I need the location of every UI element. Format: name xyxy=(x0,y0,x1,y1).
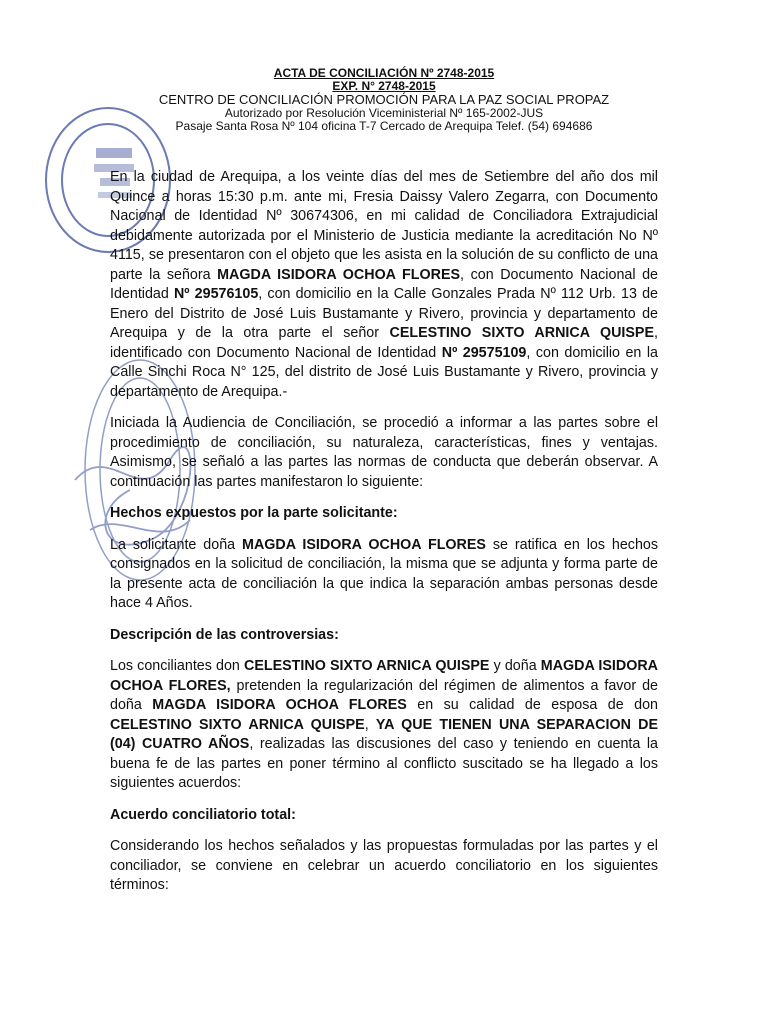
text-segment: , con Documento Nacional de Identidad xyxy=(110,266,658,302)
authorization-line: Autorizado por Resolución Viceministerial Nº 165-2002-JUS xyxy=(224,106,544,120)
bold-text-segment: Nº 29576105 xyxy=(173,286,259,302)
text-segment: y doña xyxy=(489,658,541,674)
text-segment: se ratifica en los hechos consignados en la solicitud de conciliación, la misma que se adjunta y forma parte de la presente acta de conciliación la que indica la separación ambas personas desde hace 4 Años. xyxy=(110,536,658,611)
paragraph-opening xyxy=(110,168,658,402)
text-segment: En la ciudad de Arequipa, a los veinte días del mes de Setiembre del año dos mil Quince a horas 15:30 p.m. ante mi, Fresia Daissy Valero Zegarra, con Documento Nacional de Identidad Nº 30674306, en mi calidad de Conciliadora Extrajudicial debidamente autorizada por el Ministerio de Justicia mediante la acreditación No Nº 4115, se presentaron con el objeto que les asista en la solución de su conflicto de una parte la señora xyxy=(110,169,658,283)
bold-text-segment: YA QUE TIENEN UNA SEPARACION DE (04) CUATRO AÑOS xyxy=(110,716,658,752)
text-segment: , con domicilio en la Calle Gonzales Prada Nº 112 Urb. 13 de Enero del Distrito de José Luis Bustamante y Rivero, provincia y departamento de Arequipa y de la otra parte el señor xyxy=(110,286,658,341)
case-number: EXP. N° 2748-2015 xyxy=(332,79,436,93)
text-segment: pretenden la regularización del régimen de alimentos a favor de doña xyxy=(110,677,658,713)
document-title: ACTA DE CONCILIACIÓN Nº 2748-2015 xyxy=(273,66,495,80)
bold-text-segment: CELESTINO SIXTO ARNICA QUISPE xyxy=(110,716,365,733)
paragraph-agreement xyxy=(110,837,658,896)
text-segment: , realizadas las discusiones del caso y teniendo en cuenta la buena fe de las partes en poner término al conflicto suscitado se ha llegado a los siguientes acuerdos: xyxy=(110,736,658,791)
document-header xyxy=(110,67,658,133)
bold-text-segment: CELESTINO SIXTO ARNICA QUISPE xyxy=(244,658,490,674)
text-segment: Los conciliantes don xyxy=(110,658,245,674)
text-segment: Considerando los hechos señalados y las propuestas formuladas por las partes y el conciliador, se conviene en celebrar un acuerdo conciliatorio en los siguientes términos: xyxy=(110,838,658,893)
text-segment: , xyxy=(364,716,376,733)
text-segment: , con domicilio en la Calle Sinchi Roca N° 125, del distrito de José Luis Bustamante y Rivero, provincia y departamento de Arequipa.- xyxy=(110,344,658,400)
text-segment: , identificado con Documento Nacional de Identidad xyxy=(110,325,658,361)
heading-controversies: Descripción de las controversias: xyxy=(110,626,339,643)
bold-text-segment: MAGDA ISIDORA OCHOA FLORES xyxy=(242,536,486,553)
bold-text-segment: MAGDA ISIDORA OCHOA FLORES, xyxy=(110,658,658,694)
paragraph-audience xyxy=(110,414,658,492)
paragraph-controversies xyxy=(110,657,658,794)
text-segment: Iniciada la Audiencia de Conciliación, se procedió a informar a las partes sobre el procedimiento de conciliación, su naturaleza, características, fines y ventajas. Asimismo, se señaló a las partes las normas de conducta que deberán observar. A continuación las partes manifestaron lo siguiente: xyxy=(110,415,658,490)
heading-agreement: Acuerdo conciliatorio total: xyxy=(110,806,296,823)
bold-text-segment: MAGDA ISIDORA OCHOA FLORES xyxy=(217,266,461,283)
text-segment: en su calidad de esposa de don xyxy=(406,697,659,713)
document-body xyxy=(110,168,658,908)
bold-text-segment: MAGDA ISIDORA OCHOA FLORES xyxy=(152,697,407,713)
paragraph-facts xyxy=(110,536,658,614)
text-segment: La solicitante doña xyxy=(110,536,243,553)
bold-text-segment: Nº 29575109 xyxy=(441,344,527,361)
bold-text-segment: CELESTINO SIXTO ARNICA QUISPE xyxy=(389,325,655,341)
center-name: CENTRO DE CONCILIACIÓN PROMOCIÓN PARA LA PAZ SOCIAL PROPAZ xyxy=(158,92,610,107)
heading-facts: Hechos expuestos por la parte solicitante: xyxy=(110,505,398,521)
address-line: Pasaje Santa Rosa Nº 104 oficina T-7 Cercado de Arequipa Telef. (54) 694686 xyxy=(175,119,593,133)
